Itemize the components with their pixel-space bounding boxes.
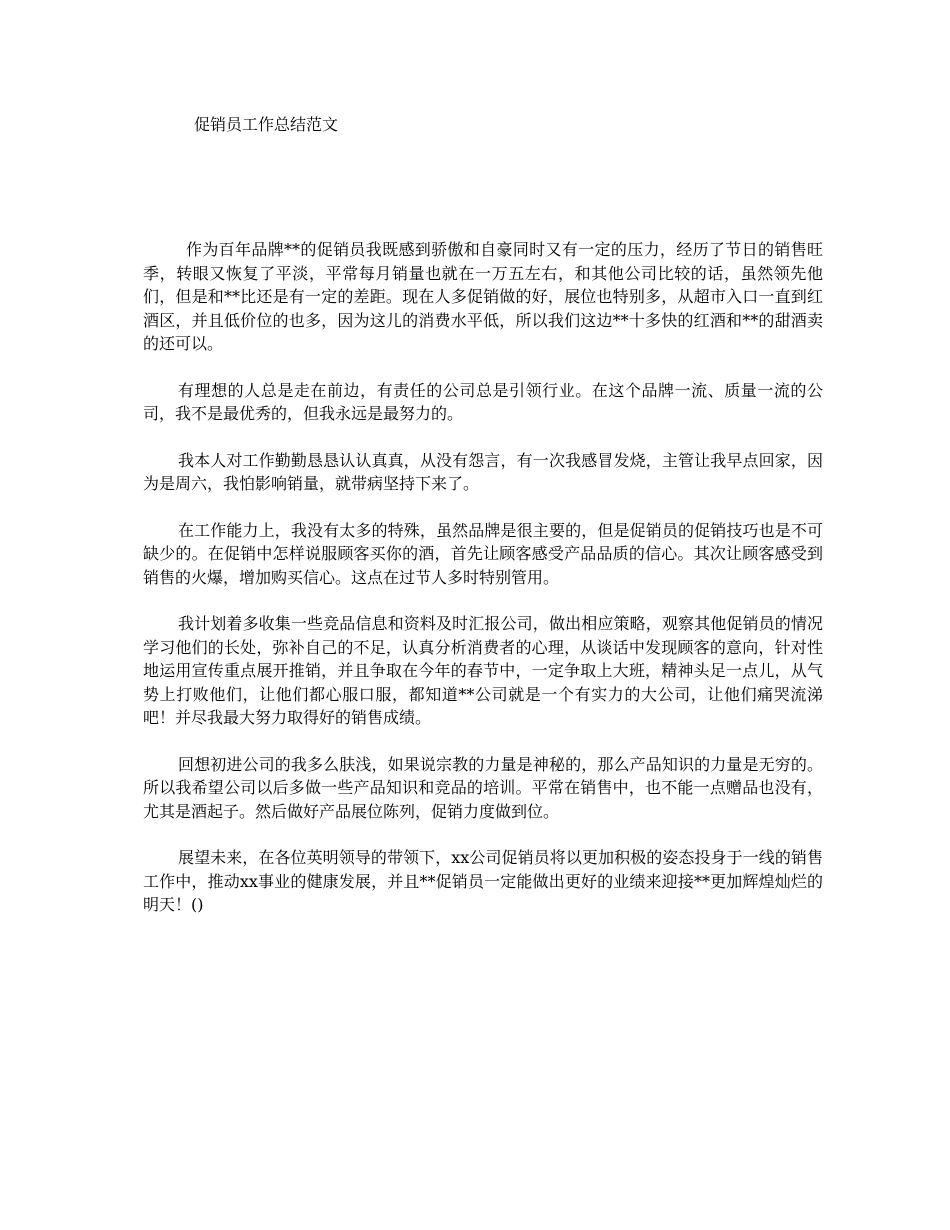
paragraph-ideals: 有理想的人总是走在前边，有责任的公司总是引领行业。在这个品牌一流、质量一流的公司，我不是最优秀的，但我永远是最努力的。 [143,380,823,423]
paragraph-brand-pressure: 作为百年品牌**的促销员我既感到骄傲和自豪同时又有一定的压力，经历了节日的销售旺季，转眼又恢复了平淡，平常每月销量也就在一万五左右，和其他公司比较的话，虽然领先他们，但是和**比还是有一定的差距。现在人多促销做的好，展位也特别多，从超市入口一直到红酒区，并且低价位的也多，因为这儿的消费水平低，所以我们这边**十多快的红酒和**的甜酒卖的还可以。 [143,240,823,353]
paragraph-plan: 我计划着多收集一些竞品信息和资料及时汇报公司，做出相应策略，观察其他促销员的情况学习他们的长处，弥补自己的不足，认真分析消费者的心理，从谈话中发现顾客的意向，针对性地运用宣传重点展开推销，并且争取在今年的春节中，一定争取上大班，精神头足一点儿，从气势上打败他们，让他们都心服口服，都知道**公司就是一个有实力的大公司，让他们痛哭流涕吧！并尽我最大努力取得好的销售成绩。 [143,614,823,727]
document-body [143,238,823,940]
paragraph-outlook: 展望未来，在各位英明领导的带领下，xx公司促销员将以更加积极的姿态投身于一线的销售工作中，推动xx事业的健康发展，并且**促销员一定能做出更好的业绩来迎接**更加辉煌灿烂的明天！() [143,848,823,914]
paragraph-work-ability: 在工作能力上，我没有太多的特殊，虽然品牌是很主要的，但是促销员的促销技巧也是不可缺少的。在促销中怎样说服顾客买你的酒，首先让顾客感受产品品质的信心。其次让顾客感受到销售的火爆，增加购买信心。这点在过节人多时特别管用。 [143,520,823,587]
document-title: 促销员工作总结范文 [194,115,339,134]
paragraph-diligence: 我本人对工作勤勤恳恳认认真真，从没有怨言，有一次我感冒发烧，主管让我早点回家，因为是周六，我怕影响销量，就带病坚持下来了。 [143,450,823,493]
paragraph-reflection: 回想初进公司的我多么肤浅，如果说宗教的力量是神秘的，那么产品知识的力量是无穷的。所以我希望公司以后多做一些产品知识和竞品的培训。平常在销售中，也不能一点赠品也没有，尤其是酒起子。然后做好产品展位陈列，促销力度做到位。 [143,754,823,821]
